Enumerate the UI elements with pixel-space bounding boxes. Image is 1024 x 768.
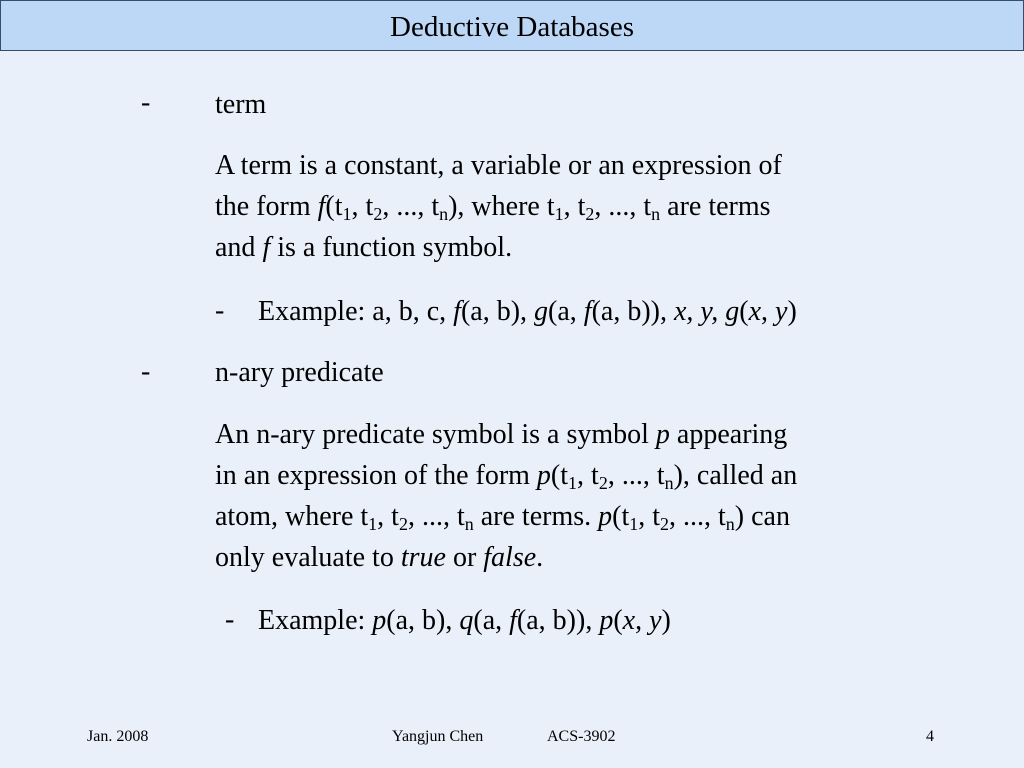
term-definition-line-3: and f is a function symbol. [215,232,513,263]
predicate-definition-line-2: in an expression of the form $p(t_1$, $t_2$, ..., $t_n$), called an [215,460,798,493]
footer-course: ACS-3902 [547,728,616,745]
heading-term: term [215,89,267,120]
footer-author: Yangjun Chen [392,728,484,745]
bullet-dash-term: - [141,87,151,118]
slide-title-bar [0,0,1024,51]
footer-date: Jan. 2008 [87,728,149,745]
heading-predicate: n-ary predicate [215,357,384,388]
term-definition-line-2: the form $f(t_1$, $t_2$, ..., $t_n$), where $t_1$, $t_2$, ..., $t_n$ are terms [215,191,771,224]
term-definition [215,145,782,268]
predicate-definition [215,414,797,578]
footer-page-number: 4 [926,728,934,745]
predicate-definition-line-3: atom, where $t_1$, $t_2$, ..., $t_n$ are terms. $p(t_1$, $t_2$, ..., $t_n$) can [215,501,790,534]
example-dash-predicate: - [225,604,235,635]
bullet-dash-predicate: - [141,356,151,387]
example-dash-term: - [215,295,225,326]
term-example: Example: a, b, c, f(a, b), g(a, f(a, b)), x, y, g(x, y) [258,296,797,327]
slide-title: Deductive Databases [390,11,634,43]
predicate-example: Example: p(a, b), q(a, f(a, b)), p(x, y) [258,605,671,636]
term-definition-line-1: A term is a constant, a variable or an expression of [215,150,782,181]
predicate-definition-line-4: only evaluate to true or false. [215,542,544,573]
predicate-definition-line-1: An n-ary predicate symbol is a symbol p appearing [215,419,788,450]
